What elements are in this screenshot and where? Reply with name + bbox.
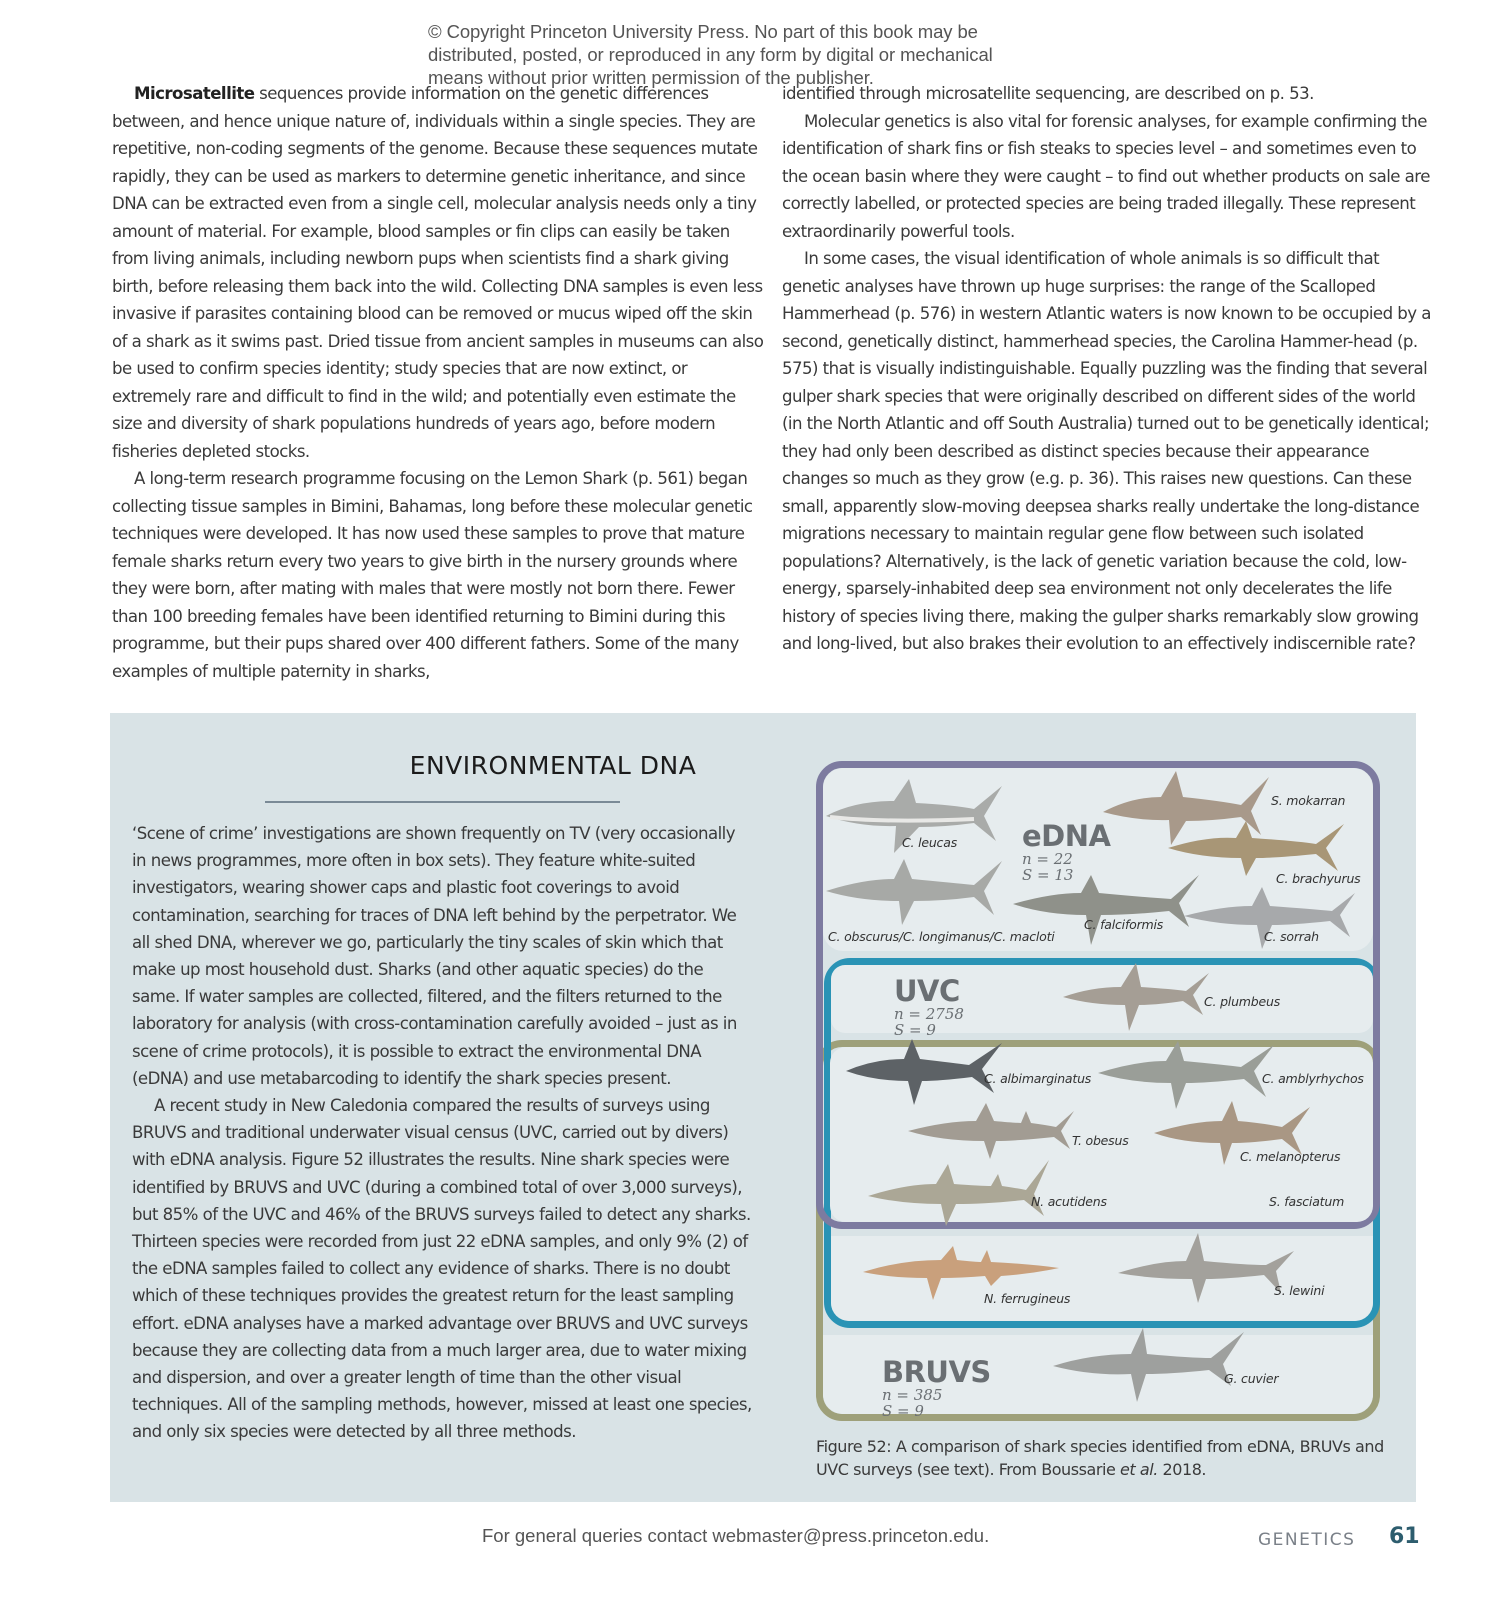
copyright-line-2: distributed, posted, or reproduced in any form by digital or mechanical bbox=[428, 44, 993, 65]
label-c-falciformis: C. falciformis bbox=[1084, 917, 1164, 932]
right-text-column bbox=[782, 80, 1437, 658]
label-c-obscurus-group: C. obscurus/C. longimanus/C. macloti bbox=[828, 929, 1055, 944]
paragraph-forensics: Molecular genetics is also vital for forensic analyses, for example confirming the identification of shark fins or fish steaks to species level – and sometimes even to the ocean basin where they were caught – to find out whether products on sale are correctly labelled, or protected species are being traded illegally. These represent extraordinarily powerful tools. bbox=[782, 111, 1430, 241]
paragraph-continuation: identified through microsatellite sequencing, are described on p. 53. bbox=[782, 84, 1314, 103]
left-text-column bbox=[112, 80, 767, 685]
page-number: 61 bbox=[1389, 1524, 1420, 1549]
copyright-notice bbox=[428, 20, 1068, 89]
label-c-sorrah: C. sorrah bbox=[1264, 929, 1319, 944]
copyright-line-1: © Copyright Princeton University Press. No part of this book may be bbox=[428, 21, 978, 42]
figure-caption: Figure 52: A comparison of shark species identified from eDNA, BRUVs and UVC surveys (see text). From Boussarie et al. 2018. bbox=[816, 1437, 1384, 1479]
label-c-brachyurus: C. brachyurus bbox=[1276, 871, 1361, 886]
label-n-ferrugineus: N. ferrugineus bbox=[984, 1291, 1071, 1306]
paragraph-lemon-shark: A long-term research programme focusing on the Lemon Shark (p. 561) began collecting tissue samples in Bimini, Bahamas, long before these molecular genetic techniques were developed. It has now used these samples to prove that mature female sharks return every two years to give birth in the nursery grounds where they were born, after mating with males that were mostly not born there. Fewer than 100 breeding females have been identified returning to Bimini during this programme, but their pups shared over 400 different fathers. Some of the many examples of multiple paternity in sharks, bbox=[112, 469, 753, 681]
label-g-cuvier: G. cuvier bbox=[1224, 1371, 1279, 1386]
label-s-lewini: S. lewini bbox=[1274, 1283, 1325, 1298]
shark-c-brachyurus-icon bbox=[1166, 816, 1346, 876]
label-c-plumbeus: C. plumbeus bbox=[1204, 994, 1281, 1009]
paragraph-microsatellite: Microsatellite sequences provide information on the genetic differences between, and hence unique nature of, individuals within a single species. They are repetitive, non-coding segments of the genome. Because these sequences mutate rapidly, they can be used as markers to determine genetic inheritance, and since DNA can be extracted even from a single cell, molecular analysis needs only a tiny amount of material. For example, blood samples or fin clips can easily be taken from living animals, including newborn pups when scientists find a shark giving birth, before releasing them back into the wild. Collecting DNA samples is even less invasive if parasites containing blood can be removed or mucus wiped off the skin of a shark as it swims past. Dried tissue from ancient samples in museums can also be used to confirm species identity; study species that are now extinct, or extremely rare and difficult to find in the wild; and potentially even estimate the size and diversity of shark populations hundreds of years ago, before modern fisheries depleted stocks. bbox=[112, 84, 764, 461]
label-n-acutidens: N. acutidens bbox=[1031, 1194, 1107, 1209]
shark-c-albimarginatus-icon bbox=[844, 1037, 1004, 1107]
sidebar-paragraph-1: ‘Scene of crime’ investigations are shown frequently on TV (very occasionally in news programmes, more often in box sets). They feature white-suited investigators, wearing shower caps and plastic foot coverings to avoid contamination, searching for traces of DNA left behind by the perpetrator. We all shed DNA, wherever we go, particularly the tiny scales of skin which that make up most household dust. Sharks (and other aquatic species) do the same. If water samples are collected, filtered, and the filters returned to the laboratory for analysis (with cross-contamination carefully avoided – just as in scene of crime protocols), it is possible to extract the environmental DNA (eDNA) and use metabarcoding to identify the shark species present. bbox=[132, 824, 737, 1088]
label-c-leucas: C. leucas bbox=[902, 835, 958, 850]
shark-g-cuvier-icon bbox=[1051, 1326, 1246, 1406]
label-c-melanopterus: C. melanopterus bbox=[1240, 1149, 1341, 1164]
paragraph-surprises: In some cases, the visual identification of whole animals is so difficult that genetic analyses have thrown up huge surprises: the range of the Scalloped Hammerhead (p. 576) in western Atlantic waters is now known to be occupied by a second, genetically distinct, hammerhead species, the Carolina Hammer-head (p. 575) that is visually indistinguishable. Equally puzzling was the finding that several gulper shark species that were originally described on different sides of the world (in the North Atlantic and off South Australia) turned out to be genetically identical; they had only been described as distinct species because their appearance changes so much as they grow (e.g. p. 36). This raises new questions. Can these small, apparently slow-moving deepsea sharks really undertake the long-distance migrations necessary to maintain regular gene flow between such isolated populations? Alternatively, is the lack of genetic variation because the cold, low-energy, sparsely-inhabited deep sea environment not only decelerates the life history of species living there, making the gulper sharks remarkably slow growing and long-lived, but also brakes their evolution to an effectively indiscernible rate? bbox=[782, 249, 1431, 653]
label-c-amblyrhynchos: C. amblyrhychos bbox=[1262, 1071, 1364, 1086]
sidebar-text bbox=[132, 820, 752, 1446]
figure-52 bbox=[816, 761, 1380, 1421]
shark-s-lewini-icon bbox=[1116, 1231, 1296, 1306]
footer-queries: For general queries contact webmaster@press.princeton.edu. bbox=[482, 1525, 990, 1546]
environmental-dna-sidebar bbox=[110, 713, 1416, 1502]
shark-c-plumbeus-icon bbox=[1061, 961, 1211, 1031]
label-c-albimarginatus: C. albimarginatus bbox=[984, 1071, 1092, 1086]
sidebar-title: ENVIRONMENTAL DNA bbox=[409, 751, 697, 780]
shark-t-obesus-icon bbox=[906, 1101, 1076, 1161]
title-divider bbox=[265, 801, 620, 803]
bruvs-label: BRUVS n = 385 S = 9 bbox=[882, 1355, 991, 1420]
shark-c-obscurus-icon bbox=[824, 853, 1004, 928]
shark-n-acutidens-icon bbox=[866, 1156, 1051, 1226]
label-t-obesus: T. obesus bbox=[1072, 1133, 1129, 1148]
copyright-line-3: means without prior written permission of the publisher. bbox=[428, 67, 874, 88]
edna-label: eDNA n = 22 S = 13 bbox=[1022, 819, 1111, 884]
uvc-label: UVC n = 2758 S = 9 bbox=[894, 974, 964, 1039]
lead-term: Microsatellite bbox=[134, 84, 255, 103]
label-s-fasciatum: S. fasciatum bbox=[1269, 1194, 1345, 1209]
sidebar-paragraph-2: A recent study in New Caledonia compared the results of surveys using BRUVS and traditional underwater visual census (UVC, carried out by divers) with eDNA analysis. Figure 52 illustrates the results. Nine shark species were identified by BRUVS and UVC (during a combined total of over 3,000 surveys), but 85% of the UVC and 46% of the BRUVS surveys failed to detect any sharks. Thirteen species were recorded from just 22 eDNA samples, and only 9% (2) of the eDNA samples failed to collect any evidence of sharks. There is no doubt which of these techniques provides the greatest return for the least sampling effort. eDNA analyses have a marked advantage over BRUVS and UVC surveys because they are collecting data from a much larger area, due to water mixing and dispersion, and over a greater length of time than the other visual techniques. All of the sampling methods, however, missed at least one species, and only six species were detected by all three methods. bbox=[132, 1096, 752, 1442]
label-s-mokarran: S. mokarran bbox=[1271, 793, 1346, 808]
running-section-title: GENETICS bbox=[1258, 1530, 1356, 1550]
